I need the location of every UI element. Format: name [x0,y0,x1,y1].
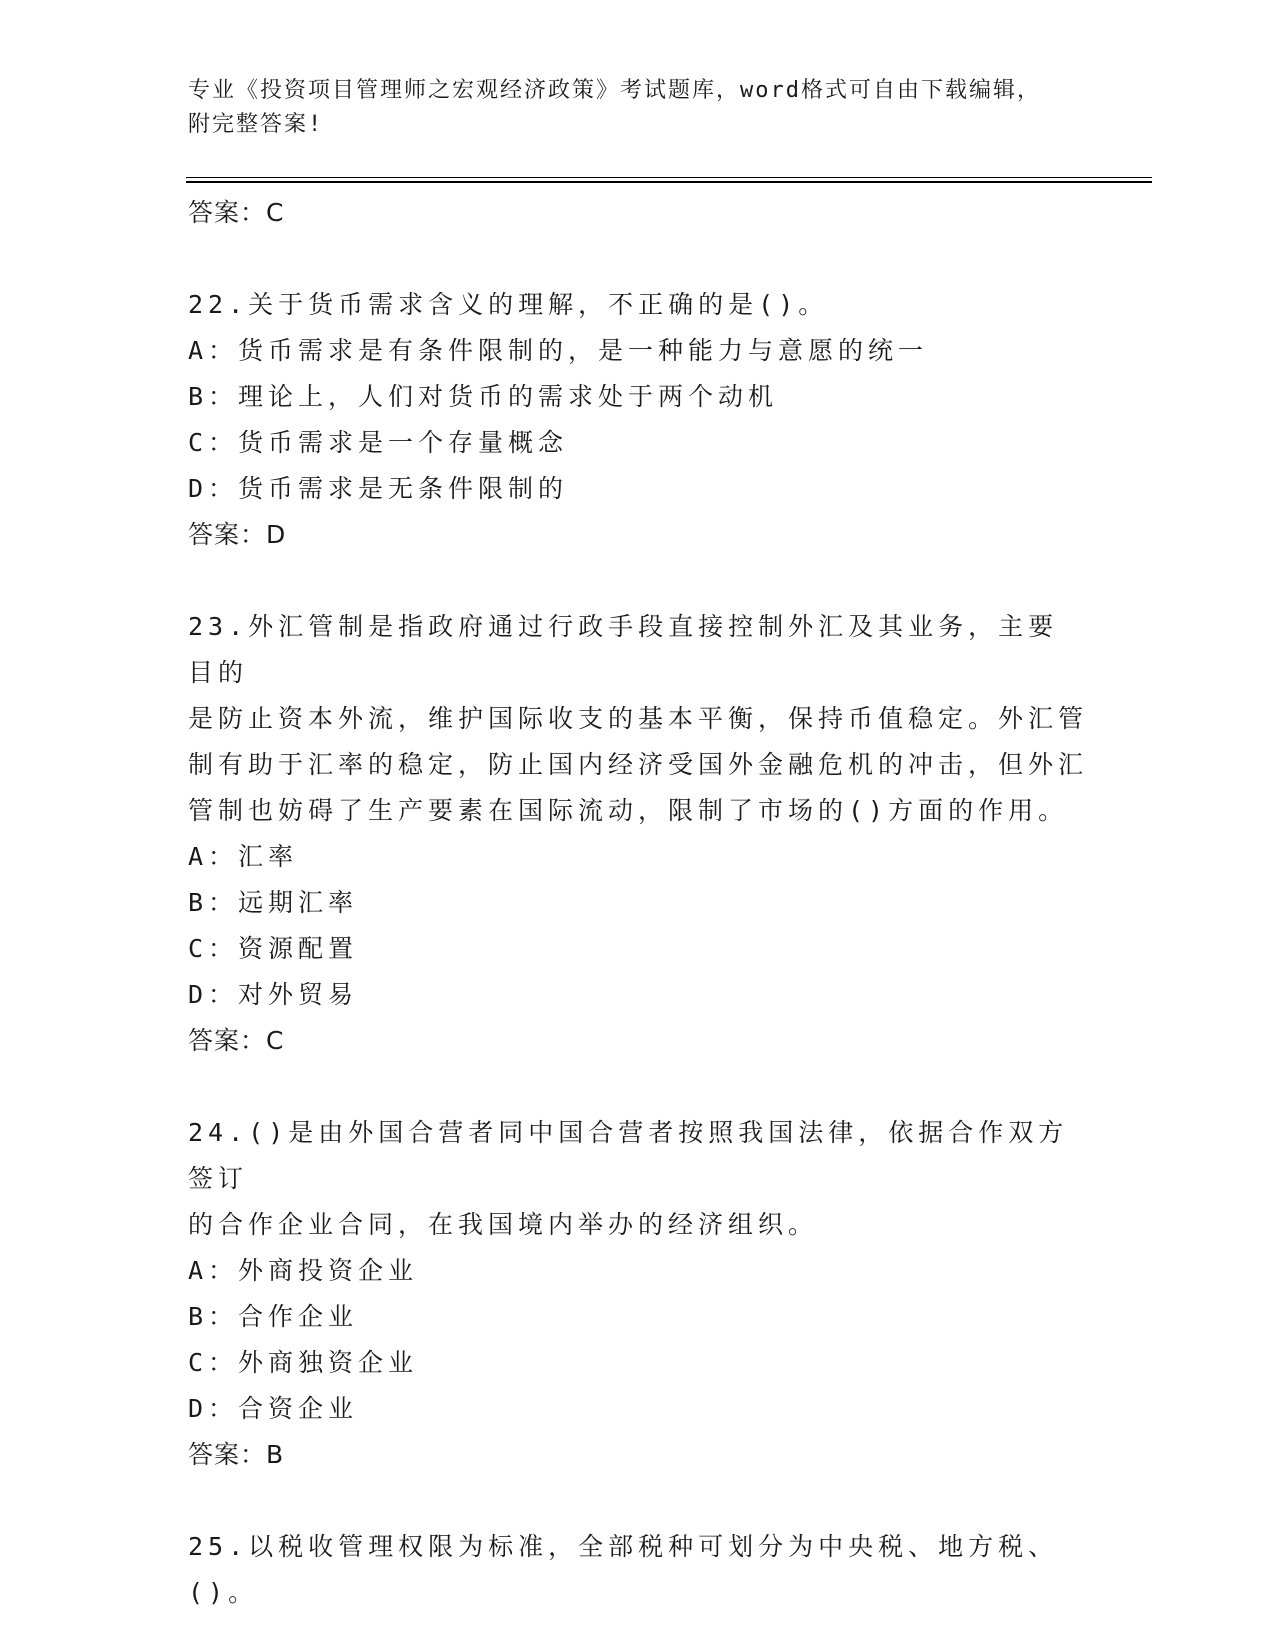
option-d: D：货币需求是无条件限制的 [188,474,569,503]
question-list [188,190,1088,1616]
question-stem-line: 制有助于汇率的稳定，防止国内经济受国外金融危机的冲击，但外汇 [188,750,1089,779]
spacer [188,236,1088,282]
question-24 [188,1110,1088,1478]
question-stem-line: 是防止资本外流，维护国际收支的基本平衡，保持币值稳定。外汇管 [188,704,1089,733]
option-b: B：理论上，人们对货币的需求处于两个动机 [188,382,779,411]
question-stem-line: 24.()是由外国合营者同中国合营者按照我国法律，依据合作双方签订 [188,1118,1069,1193]
spacer [188,1478,1088,1524]
answer-q21: 答案：C [188,198,285,227]
answer-q23: 答案：C [188,1026,285,1055]
header-line-1: 专业《投资项目管理师之宏观经济政策》考试题库，word格式可自由下载编辑， [188,78,1041,103]
header-rule-thin [186,177,1152,178]
option-c: C：资源配置 [188,934,359,963]
question-stem: 25.以税收管理权限为标准，全部税种可划分为中央税、地方税、()。 [188,1532,1059,1607]
header-rule-thick [186,181,1152,183]
question-23 [188,604,1088,1064]
question-stem-line: 管制也妨碍了生产要素在国际流动，限制了市场的()方面的作用。 [188,796,1069,825]
question-stem-line: 23.外汇管制是指政府通过行政手段直接控制外汇及其业务，主要目的 [188,612,1059,687]
option-a: A：货币需求是有条件限制的，是一种能力与意愿的统一 [188,336,929,365]
option-c: C：外商独资企业 [188,1348,419,1377]
option-a: A：汇率 [188,842,299,871]
question-stem-line: 的合作企业合同，在我国境内举办的经济组织。 [188,1210,819,1239]
answer-q22: 答案：D [188,520,287,549]
option-a: A：外商投资企业 [188,1256,419,1285]
spacer [188,1064,1088,1110]
option-b: B：远期汇率 [188,888,359,917]
answer-q24: 答案：B [188,1440,285,1469]
option-b: B：合作企业 [188,1302,359,1331]
option-d: D：对外贸易 [188,980,359,1009]
page-header [188,74,1068,142]
option-c: C：货币需求是一个存量概念 [188,428,569,457]
option-d: D：合资企业 [188,1394,359,1423]
spacer [188,558,1088,604]
question-25 [188,1524,1088,1616]
question-22 [188,282,1088,558]
question-stem: 22.关于货币需求含义的理解，不正确的是()。 [188,290,829,319]
header-line-2: 附完整答案! [188,112,324,137]
